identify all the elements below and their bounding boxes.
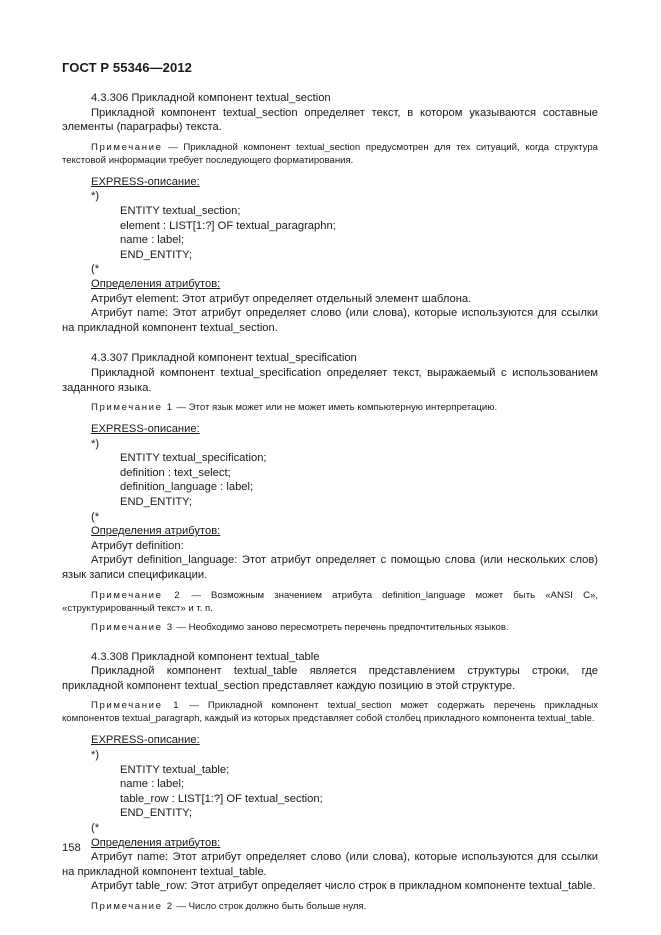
attribute-definition: Атрибут name: Этот атрибут определяет слово (или слова), которые используются для ссылки на прикладной компонент textual_section. [62,307,598,334]
section [62,351,598,633]
code-line: ENTITY textual_specification; [120,452,267,465]
note-label: Примечание 2 [91,900,174,912]
attribute-definition: Атрибут name: Этот атрибут определяет слово (или слова), которые используются для ссылки на прикладной компонент textual_table. [62,851,598,878]
document-header: ГОСТ Р 55346—2012 [62,60,192,75]
code-line: ENTITY textual_section; [120,204,241,217]
section-heading: 4.3.306 Прикладной компонент textual_section [91,92,331,104]
note-label: Примечание 3 [91,621,174,633]
attribute-definition: Атрибут definition_language: Этот атрибут определяет с помощью слова (или нескольких слов) язык записи спецификации. [62,554,598,582]
section-heading: 4.3.308 Прикладной компонент textual_table [91,650,320,663]
attribute-definition: Атрибут table_row: Этот атрибут определяет число строк в прикладном компоненте textual_table. [91,880,596,893]
note [62,900,598,913]
note [62,621,598,634]
code-line: ENTITY textual_table; [120,763,230,776]
note-label: Примечание 2 [91,589,182,601]
express-label: EXPRESS-описание: [91,175,200,188]
note-text: — Необходимо заново пересмотреть перечень предпочтительных языков. [173,621,509,633]
note-text: — Прикладной компонент textual_section может содержать перечень прикладных компонентов textual_paragraph, каждый из которых представляет собой столбец прикладного компонента textual_table. [62,700,599,725]
attribute-definition: Атрибут element: Этот атрибут определяет отдельный элемент шаблона. [91,292,472,305]
code-line: name : label; [120,778,185,791]
note-text: — Возможным значением атрибута definition_language может быть «ANSI C», «структурированный текст» и т. п. [62,589,599,614]
express-open-marker: *) [91,437,100,450]
code-line: END_ENTITY; [120,807,193,820]
express-open-marker: *) [91,749,100,761]
attributes-label: Определения атрибутов: [91,836,221,849]
code-line: END_ENTITY; [120,496,193,509]
express-label: EXPRESS-описание: [91,734,200,747]
page-number: 158 [62,842,81,854]
note [62,141,598,167]
note-label: Примечание 1 [91,402,174,414]
attributes-label: Определения атрибутов: [91,525,221,538]
section [62,91,598,335]
express-label: EXPRESS-описание: [91,423,200,436]
express-open-marker: *) [91,190,100,203]
attributes-label: Определения атрибутов: [91,277,221,290]
section [62,650,598,913]
express-close-marker: (* [91,821,100,834]
note [62,401,598,414]
note [62,699,598,725]
note-text: — Этот язык может или не может иметь компьютерную интерпретацию. [173,402,498,414]
code-line: table_row : LIST[1:?] OF textual_section; [120,792,323,805]
code-line: definition : text_select; [120,466,231,479]
code-line: element : LIST[1:?] OF textual_paragraphn; [120,219,336,232]
code-line: END_ENTITY; [120,248,193,261]
attribute-definition: Атрибут definition: [91,539,184,552]
section-paragraph: Прикладной компонент textual_section определяет текст, в котором указываются составные элементы (параграфы) текста. [62,106,598,134]
express-close-marker: (* [91,510,100,523]
section-paragraph: Прикладной компонент textual_table является представлением структуры строки, где прикладной компонент textual_section представляет каждую позицию в этой структуре. [62,665,598,692]
section-heading: 4.3.307 Прикладной компонент textual_specification [91,352,357,365]
note [62,589,598,615]
note-label: Примечание [91,141,163,153]
document-body [62,91,598,913]
code-line: definition_language : label; [120,481,254,494]
code-line: name : label; [120,234,185,247]
note-text: — Прикладной компонент textual_section предусмотрен для тех ситуаций, когда структура текстовой информации требует последующего форматирования. [62,141,598,166]
note-text: — Число строк должно быть больше нуля. [173,900,367,912]
section-paragraph: Прикладной компонент textual_specification определяет текст, выражаемый с использованием заданного языка. [62,366,598,394]
express-close-marker: (* [91,263,100,276]
note-label: Примечание 1 [91,700,181,712]
